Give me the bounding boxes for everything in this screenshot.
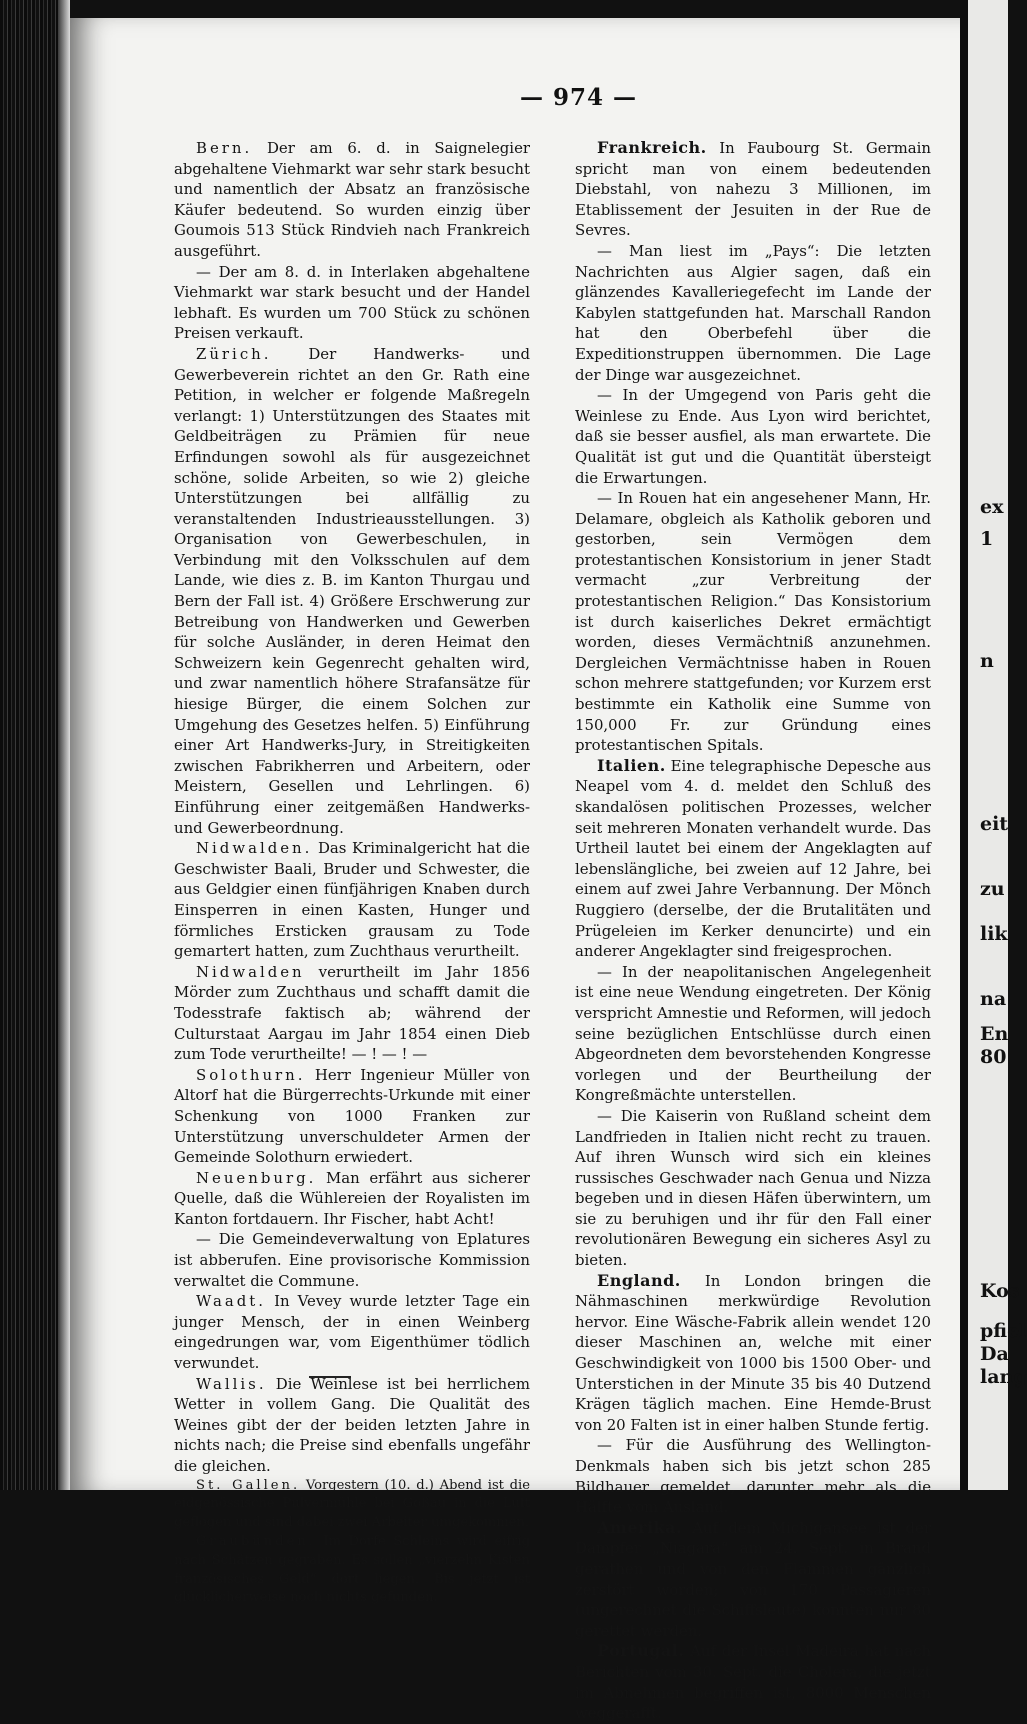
item-text: In Vevey wurde letzter Tage ein junger Mensch, der in einen Weinberg eingedrungen war, vom Eigenthümer tödlich verwundet.	[174, 1292, 530, 1373]
news-item-italien	[575, 756, 931, 962]
item-lead: Bern.	[196, 139, 253, 157]
news-item-nidwalden	[174, 838, 530, 962]
edge-fragment: eit	[980, 813, 1009, 835]
item-text: — Die Kaiserin von Rußland scheint dem Landfrieden in Italien nicht recht zu trauen. Auf ihren Wunsch wird sich ein kleines russisches Geschwader nach Genua und Nizza begeben und in diesen Häfen überwintern, um sie zu beruhigen und ihr für den Fall einer revolutionären Bewegung ein sicheres Asyl zu bieten.	[575, 1106, 931, 1270]
news-item-frankreich-2	[575, 241, 931, 385]
next-page-strip	[968, 0, 1027, 1490]
news-item-st-gallen	[174, 1477, 530, 1533]
item-text: — Die Gemeindeverwaltung von Eplatures ist abberufen. Eine provisorische Kommission verwaltet die Commune.	[174, 1230, 530, 1290]
item-text: — Der am 8. d. in Interlaken abgehaltene Viehmarkt war stark besucht und der Handel lebhaft. Es wurden um 700 Stück zu schönen Preisen verkauft.	[174, 262, 530, 343]
edge-fragment: lik	[980, 923, 1008, 945]
news-item-italien-3	[575, 1106, 931, 1271]
edge-fragment: ex	[980, 496, 1004, 518]
news-item-wallis	[174, 1374, 530, 1477]
news-item-nidwalden-2	[174, 962, 530, 1065]
item-text: Das Kriminalgericht hat die Geschwister Baali, Bruder und Schwester, die aus Geldgier einen fünfjährigen Knaben durch Einsperren in einen Kasten, Hunger und förmliches Ersticken grausam zu Tode gemartert hatten, zum Zuchthaus verurtheilt.	[174, 839, 530, 961]
book-page-stack	[0, 0, 70, 1490]
item-lead: Solothurn.	[196, 1065, 306, 1084]
end-rule	[309, 1376, 351, 1378]
edge-fragment: n	[980, 650, 994, 672]
item-lead: Nidwalden.	[196, 839, 313, 858]
item-text: — In der neapolitanischen Angelegenheit ist eine neue Wendung eingetreten. Der König verspricht Amnestie und Reformen, will jedoch seine bezüglichen Entschlüsse durch einen Abgeordneten dem bevorstehenden Kongresse vorlegen und der Beurtheilung der Kongreßmächte unterstellen.	[575, 962, 931, 1105]
news-item-neuenburg	[174, 1168, 530, 1230]
item-lead: St. Gallen.	[196, 1477, 301, 1493]
news-item-waadt	[174, 1291, 530, 1373]
book-page	[70, 18, 960, 1723]
news-item-bern-2	[174, 262, 530, 344]
item-text: — In Rouen hat ein angesehener Mann, Hr. Delamare, obgleich als Katholik geboren und gestorben, sein Vermögen dem protestantischen Konsistorium in jener Stadt vermacht „zur Verbreitung der protestantischen Religion.“ Das Konsistorium ist durch kaiserliches Dekret ermächtigt worden, dieses Vermächtniß anzunehmen. Dergleichen Vermächtnisse haben in Rouen schon mehrere stattgefunden; vor Kurzem erst bestimmte ein Katholik eine Summe von 150,000 Fr. zur Gründung eines protestantischen Spitals.	[575, 489, 931, 755]
edge-fragment: 1	[980, 528, 994, 550]
section-heading: Amerika.	[597, 1517, 683, 1537]
item-text: Eine telegraphische Depesche aus Neapel vom 4. d. meldet den Schluß des skandalösen politischen Prozesses, welcher seit mehreren Monaten verhandelt wurde. Das Urtheil lautet bei einem der Angeklagten auf lebenslängliche, bei zweien auf 12 Jahre, bei einem auf zwei Jahre Verbannung. Der Mönch Ruggiero (derselbe, der die Brutalitäten und Prügeleien im Kerker denuncirte) und ein anderer Angeklagter sind freigesprochen.	[575, 756, 931, 961]
news-item-bern	[174, 138, 530, 262]
item-lead: Waadt.	[196, 1292, 267, 1311]
section-heading: Italien.	[597, 755, 666, 775]
item-lead: Graubünden.	[196, 1533, 316, 1549]
item-lead: Neuenburg.	[196, 1168, 317, 1187]
news-item-amerika	[575, 1518, 931, 1642]
edge-fragment: Da	[980, 1343, 1009, 1365]
edge-fragment: 80	[980, 1046, 1007, 1068]
item-lead: Wallis.	[196, 1374, 267, 1393]
right-column	[575, 138, 931, 1724]
item-text: Der am 6. d. in Saignelegier abgehaltene Viehmarkt war sehr stark besucht und namentlich der Absatz an französische Käufer bedeutend. So wurden einzig über Goumois 513 Stück Rindvieh nach Frankreich ausgeführt.	[174, 139, 530, 260]
news-item-zuerich	[174, 344, 530, 838]
news-item-england-2	[575, 1435, 931, 1517]
news-item-frankreich-4	[575, 488, 931, 756]
item-text: verurtheilt im Jahr 1856 Mörder zum Zuchthaus und schafft damit die Todesstrafe faktisch ab; während der Culturstaat Aargau im Jahr 1854 einen Dieb zum Tode verurtheilte! — ! — ! —	[174, 962, 530, 1064]
news-item-portugal	[575, 1641, 931, 1723]
edge-fragment: Kos	[980, 1280, 1020, 1302]
news-item-graubuenden	[174, 1533, 530, 1608]
item-text: Herr Ingenieur Müller von Altorf hat die Bürgerrechts-Urkunde mit einer Schenkung von 1000 Franken zur Unterstützung unverschuldeter Armen der Gemeinde Solothurn erwiedert.	[174, 1065, 530, 1167]
section-heading: England.	[597, 1270, 681, 1290]
section-heading: Portugal.	[597, 1641, 685, 1661]
edge-fragment: lang	[980, 1366, 1027, 1388]
item-text: — In der Umgegend von Paris geht die Weinlese zu Ende. Aus Lyon wird berichtet, daß sie besser ausfiel, als man erwartete. Die Qualität ist gut und die Quantität übersteigt die Erwartungen.	[575, 386, 931, 487]
item-text: Man erfährt aus sicherer Quelle, daß die Wühlereien der Royalisten im Kanton fortdauern. Ihr Fischer, habt Acht!	[174, 1168, 530, 1228]
news-item-frankreich-3	[575, 385, 931, 488]
item-lead: Zürich.	[196, 344, 272, 363]
item-text: Vorgestern (10. d.) Abend ist die eidgenössische Pulvermühle bei Goßau in die Luft geflogen und sind dabei zwei Arbeiter umgekommen.	[174, 1477, 530, 1531]
edge-fragment: na	[980, 988, 1007, 1010]
item-text: Auf dem Michigansee ist der Dampfer „Niagara“ am 24. Sept. in Brand gerathen und von den Flammen gänzlich zerstört worden; von 170 Passagieren (ungerechnet die Schiffsleute) konnten nur 80 gerettet werden.	[575, 1518, 931, 1640]
item-text: Der Handwerks- und Gewerbeverein richtet an den Gr. Rath eine Petition, in welcher er folgende Maßregeln verlangt: 1) Unterstützungen des Staates mit Geldbeiträgen zu Prämien für neue Erfindungen sowohl als für ausgezeichnet schöne, solide Arbeiten, so wie 2) gleiche Unterstützungen bei allfällig zu veranstaltenden Industrieausstellungen. 3) Organisation von Gewerbeschulen, in Verbindung mit den Volksschulen auf dem Lande, wie dies z. B. im Kanton Thurgau und Bern der Fall ist. 4) Größere Erschwerung zur Betreibung von Handwerken und Gewerben für solche Ausländer, in deren Heimat den Schweizern kein Gegenrecht gehalten wird, und zwar namentlich höhere Strafansätze für hiesige Bürger, die einem Solchen zur Umgehung des Gesetzes helfen. 5) Einführung einer Art Handwerks-Jury, in Streitigkeiten zwischen Fabrikherren und Arbeitern, oder Meistern, Gesellen und Lehrlingen. 6) Einführung einer zeitgemäßen Handwerks- und Gewerbeordnung.	[174, 344, 530, 837]
edge-fragment: pfiel	[980, 1320, 1027, 1342]
news-item-frankreich	[575, 138, 931, 241]
item-text: Im Dorfe Schleins wird eifrig nach Schätzen gegraben. Es sollen „vierzehn Kisten französisches Geld“ dort liegen. Bis jetzt ist glücklicherweise noch nichts gefunden.	[174, 1533, 530, 1606]
news-item-italien-2	[575, 962, 931, 1106]
edge-fragment: zu	[980, 878, 1005, 900]
news-item-neuenburg-2	[174, 1229, 530, 1291]
item-lead: Nidwalden	[196, 962, 305, 981]
item-text: In Faubourg St. Germain spricht man von einem bedeutenden Diebstahl, von nahezu 3 Millionen, im Etablissement der Jesuiten in der Rue de Sevres.	[575, 139, 931, 240]
item-text: Auf der Insel Madeira hat nach Berichten vom 30. Sept. die Cholera, die jetzt im Abnehmen begriffen ist, 8000 Menschen weggerafft.	[575, 1642, 931, 1723]
next-page-edge	[960, 0, 1027, 1490]
page-number: — 974 —	[520, 84, 638, 111]
item-text: — Für die Ausführung des Wellington-Denkmals haben sich bis jetzt schon 285 Bildhauer gemeldet, darunter mehr als die Hälfte vom Ausland.	[575, 1436, 931, 1517]
news-item-england	[575, 1271, 931, 1436]
section-heading: Frankreich.	[597, 138, 707, 157]
left-column	[174, 138, 530, 1608]
item-text: In London bringen die Nähmaschinen merkwürdige Revolution hervor. Eine Wäsche-Fabrik allein wendet 120 dieser Maschinen an, welche mit einer Geschwindigkeit von 1000 bis 1500 Ober- und Unterstichen in der Minute 35 bis 40 Dutzend Krägen täglich machen. Eine Hemde-Brust von 20 Falten ist in einer halben Stunde fertig.	[575, 1271, 931, 1434]
edge-fragment: En	[980, 1023, 1009, 1045]
item-text: — Man liest im „Pays“: Die letzten Nachrichten aus Algier sagen, daß ein glänzendes Kavalleriegefecht im Lande der Kabylen stattgefunden hat. Marschall Randon hat den Oberbefehl über die Expeditionstruppen übernommen. Die Lage der Dinge war ausgezeichnet.	[575, 241, 931, 384]
news-item-solothurn	[174, 1065, 530, 1168]
item-text: Die Weinlese ist bei herrlichem Wetter in vollem Gang. Die Qualität des Weines gibt der der beiden letzten Jahre in nichts nach; die Preise sind ebenfalls ungefähr die gleichen.	[174, 1374, 530, 1475]
